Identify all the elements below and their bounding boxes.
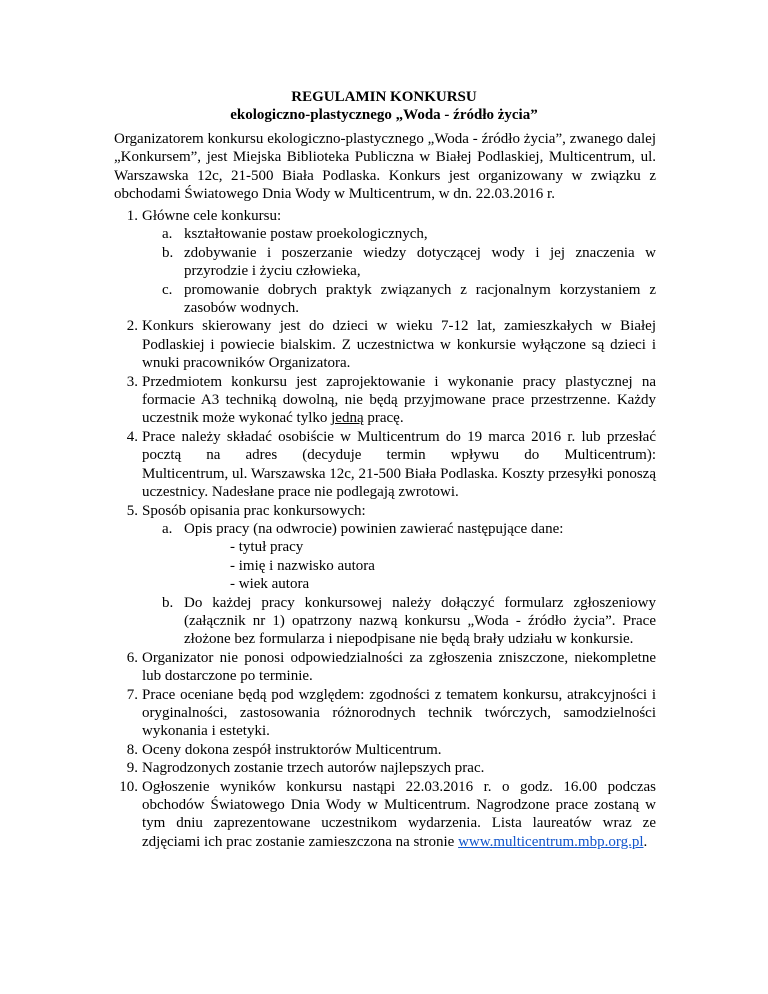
intro-paragraph: Organizatorem konkursu ekologiczno-plastycznego „Woda - źródło życia”, zwanego dalej „Konkursem”, jest Miejska Biblioteka Publiczna w Białej Podlaskiej, Multicentrum, ul. Warszawska 12c, 21-500 Biała Podlaska. Konkurs jest organizowany w związku z obchodami Światowego Dnia Wody w Multicentrum, w dn. 22.03.2016 r. (114, 131, 656, 203)
rule-number: 7. (126, 686, 138, 703)
rule-text: Ogłoszenie wyników konkursu nastąpi 22.03.2016 r. o godz. 16.00 podczas obchodów Światowego Dnia Wody w Multicentrum. Nagrodzone prace zostaną w tym dniu zaprezentowane uczestnikom wydarzenia. Lista laureatów wraz ze zdjęciami ich prac zostanie zamieszczona na stronie (142, 778, 656, 850)
rule-text: Przedmiotem konkursu jest zaprojektowanie i wykonanie pracy plastycznej na formacie A3 techniką dowolną, nie będą przyjmowane prace przestrzenne. Każdy uczestnik może wykonać tylko (142, 373, 656, 427)
required-fields-list (184, 538, 656, 593)
rule-number: 10. (119, 778, 138, 795)
goal-letter: a. (162, 226, 173, 243)
rule-number: 5. (126, 502, 138, 519)
rule-text: Sposób opisania prac konkursowych: (142, 502, 366, 519)
goal-text: promowanie dobrych praktyk związanych z racjonalnym korzystaniem z zasobów wodnych. (184, 281, 656, 317)
rule-text: Prace oceniane będą pod względem: zgodności z tematem konkursu, atrakcyjności i oryginalności, zastosowania różnorodnych technik twórczych, samodzielności wykonania i estetyki. (142, 686, 656, 740)
goal-text: zdobywanie i poszerzanie wiedzy dotyczącej wody i jej znaczenia w przyrodzie i życiu człowieka, (184, 244, 656, 280)
description-item-a (142, 520, 656, 594)
rule-item-4 (114, 428, 656, 502)
rule-item-2 (114, 317, 656, 372)
goal-item-a (142, 225, 656, 243)
rule-item-3 (114, 373, 656, 428)
field-title: - tytuł pracy (230, 539, 304, 556)
rule-text-address: Multicentrum, ul. Warszawska 12c, 21-500 Biała Podlaska. Koszty przesyłki ponoszą uczestnicy. Nadesłane prace nie podlegają zwrotowi. (142, 465, 656, 501)
rule-text-end: pracę. (363, 410, 404, 427)
rule-number: 2. (126, 318, 138, 335)
goals-list (142, 225, 656, 317)
goal-item-b (142, 244, 656, 281)
field-author-name: - imię i nazwisko autora (230, 557, 375, 574)
rule-text-end: . (643, 833, 648, 850)
rule-item-8 (114, 741, 656, 759)
rule-text: Nagrodzonych zostanie trzech autorów najlepszych prac. (142, 760, 485, 777)
rule-item-1 (114, 207, 656, 317)
description-text: Do każdej pracy konkursowej należy dołączyć formularz zgłoszeniowy (załącznik nr 1) opatrzony nazwą konkursu „Woda - źródło życia”. Prace złożone bez formularza i niepodpisane nie będą brały udziału w konkursie. (184, 594, 656, 648)
document-title: REGULAMIN KONKURSU (291, 89, 477, 105)
underlined-word: jedną (331, 410, 364, 427)
goal-letter: c. (162, 281, 173, 298)
rule-number: 8. (126, 741, 138, 758)
rule-number: 1. (126, 208, 138, 224)
rule-number: 6. (126, 649, 138, 666)
rule-item-7 (114, 686, 656, 741)
description-item-b (142, 594, 656, 649)
website-link[interactable]: www.multicentrum.mbp.org.pl (458, 833, 644, 850)
rules-list (114, 207, 656, 851)
rule-text: Oceny dokona zespół instruktorów Multicentrum. (142, 741, 442, 758)
rule-text: Konkurs skierowany jest do dzieci w wieku 7-12 lat, zamieszkałych w Białej Podlaskiej i powiecie bialskim. Z uczestnictwa w konkursie wyłączone są dzieci i wnuki pracowników Organizatora. (142, 318, 656, 372)
rule-text: Prace należy składać osobiście w Multicentrum do 19 marca 2016 r. lub przesłać pocztą na adres (decyduje termin wpływu do Multicentrum): (142, 428, 656, 464)
goal-item-c (142, 281, 656, 318)
rule-item-5 (114, 502, 656, 649)
rule-number: 4. (126, 428, 138, 445)
rule-number: 3. (126, 373, 138, 390)
description-letter: b. (162, 594, 174, 611)
rule-text: Organizator nie ponosi odpowiedzialności za zgłoszenia zniszczone, niekompletne lub dostarczone po terminie. (142, 649, 656, 685)
rule-item-6 (114, 649, 656, 686)
rule-item-10 (114, 778, 656, 852)
field-author-age: - wiek autora (230, 576, 310, 593)
goal-text: kształtowanie postaw proekologicznych, (184, 226, 428, 243)
goal-letter: b. (162, 244, 174, 261)
rule-item-9 (114, 759, 656, 777)
description-list (142, 520, 656, 649)
document-subtitle: ekologiczno-plastycznego „Woda - źródło życia” (230, 107, 538, 123)
rule-text: Główne cele konkursu: (142, 208, 282, 224)
rule-number: 9. (126, 760, 138, 777)
description-letter: a. (162, 520, 173, 537)
description-text: Opis pracy (na odwrocie) powinien zawierać następujące dane: (184, 520, 564, 537)
